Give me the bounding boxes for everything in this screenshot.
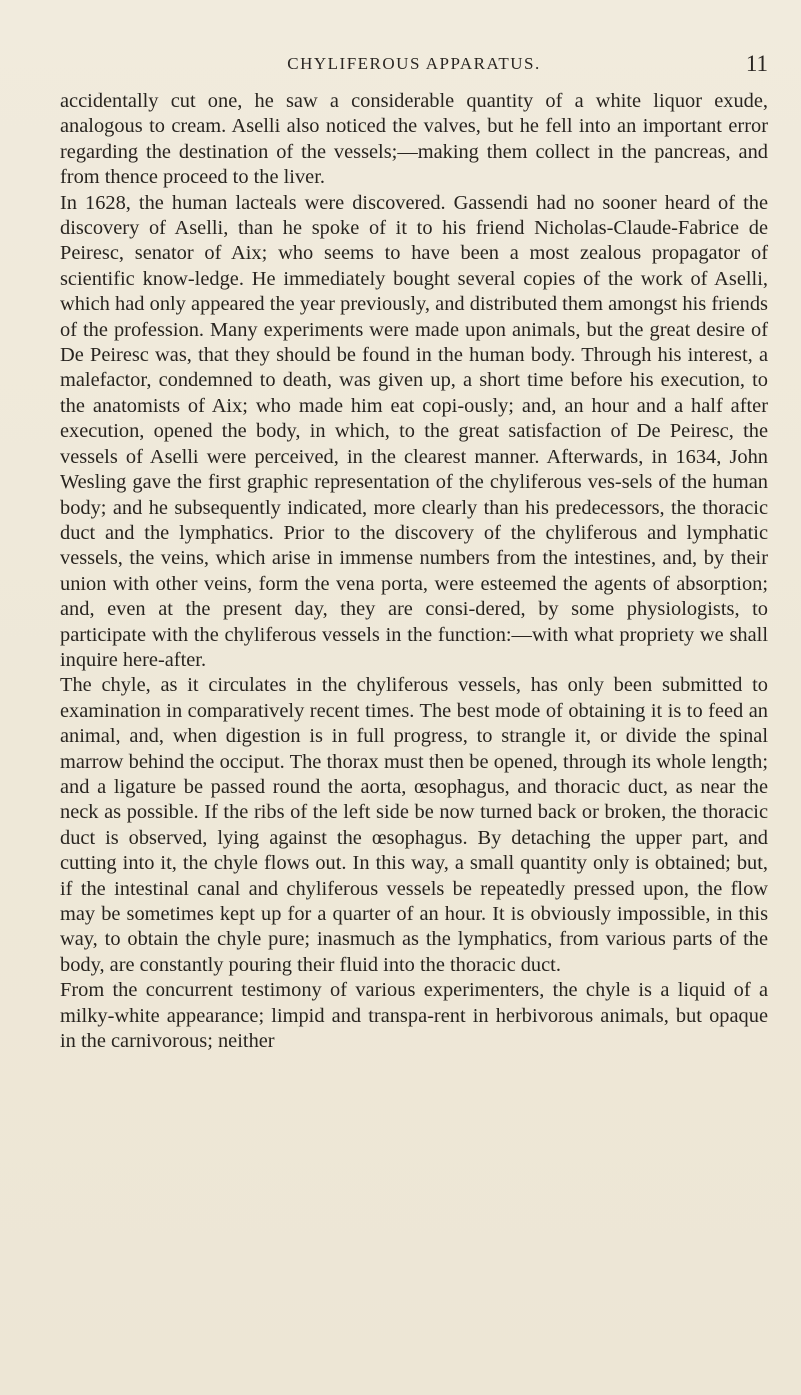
paragraph: The chyle, as it circulates in the chyliferous vessels, has only been submitted to examination in comparatively recent times. The best mode of obtaining it is to feed an animal, and, when digestion is in full progress, to strangle it, or divide the spinal marrow behind the occiput. The thorax must then be opened, through its whole length; and a ligature be passed round the aorta, œsophagus, and thoracic duct, as near the neck as possible. If the ribs of the left side be now turned back or broken, the thoracic duct is observed, lying against the œsophagus. By detaching the upper part, and cutting into it, the chyle flows out. In this way, a small quantity only is obtained; but, if the intestinal canal and chyliferous vessels be repeatedly pressed upon, the flow may be sometimes kept up for a quarter of an hour. It is obviously impossible, in this way, to obtain the chyle pure; inasmuch as the lymphatics, from various parts of the body, are constantly pouring their fluid into the thoracic duct. bbox=[60, 674, 768, 976]
paragraph: From the concurrent testimony of various experimenters, the chyle is a liquid of a milky-white appearance; limpid and transpa-rent in herbivorous animals, but opaque in the carnivorous; neither bbox=[60, 979, 768, 1053]
running-head bbox=[60, 51, 768, 84]
paragraph: In 1628, the human lacteals were discovered. Gassendi had no sooner heard of the discovery of Aselli, than he spoke of it to his friend Nicholas-Claude-Fabrice de Peiresc, senator of Aix; who seems to have been a most zealous propagator of scientific know-ledge. He immediately bought several copies of the work of Aselli, which had only appeared the year previously, and distributed them amongst his friends of the profession. Many experiments were made upon animals, but the great desire of De Peiresc was, that they should be found in the human body. Through his interest, a malefactor, condemned to death, was given up, a short time before his execution, to the anatomists of Aix; who made him eat copi-ously; and, an hour and a half after execution, opened the body, in which, to the great satisfaction of De Peiresc, the vessels of Aselli were perceived, in the clearest manner. Afterwards, in 1634, John Wesling gave the first graphic representation of the chyliferous ves-sels of the human body; and he subsequently indicated, more clearly than his predecessors, the thoracic duct and the lymphatics. Prior to the discovery of the chyliferous and lymphatic vessels, the veins, which arise in immense numbers from the intestines, and, by their union with other veins, form the vena porta, were esteemed the agents of absorption; and, even at the present day, they are consi-dered, by some physiologists, to participate with the chyliferous vessels in the function:—with what propriety we shall inquire here-after. bbox=[60, 191, 768, 671]
paragraph: accidentally cut one, he saw a considerable quantity of a white liquor exude, analogous to cream. Aselli also noticed the valves, but he fell into an important error regarding the destination of the vessels;—making them collect in the pancreas, and from thence proceed to the liver. bbox=[60, 90, 768, 189]
page-number: 11 bbox=[745, 51, 768, 76]
body-text bbox=[60, 89, 768, 1054]
running-title: CHYLIFEROUS APPARATUS. bbox=[287, 54, 541, 73]
